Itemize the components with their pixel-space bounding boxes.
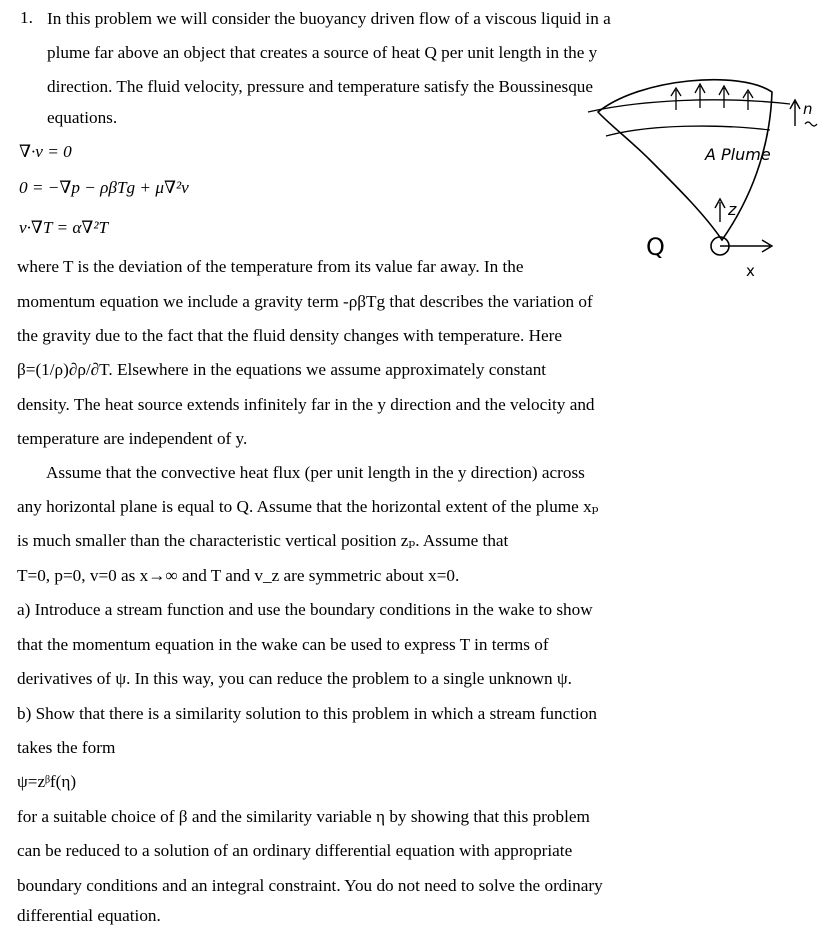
x-label: x: [746, 262, 755, 280]
equation-continuity: ∇·v = 0: [19, 142, 72, 161]
z-arrow-icon: [715, 199, 725, 222]
plume-arc-upper: [588, 100, 790, 112]
para1-line-5: density. The heat source extends infinitely far in the y direction and the velocity and: [17, 395, 595, 414]
equation-energy: v·∇T = α∇²T: [19, 218, 109, 237]
part-b-line-5: can be reduced to a solution of an ordinary differential equation with appropriate: [17, 841, 573, 860]
plume-label: A Plume: [705, 145, 771, 164]
part-b-line-1: b) Show that there is a similarity solution to this problem in which a stream function: [17, 704, 597, 723]
equation-momentum: 0 = −∇p − ρβTg + μ∇²v: [19, 178, 189, 197]
problem-number: 1.: [20, 8, 33, 27]
n-label: n: [803, 100, 813, 118]
flow-arrows: [671, 84, 753, 110]
x-arrow-icon: [720, 240, 772, 252]
para2-line-3: is much smaller than the characteristic vertical position zₚ. Assume that: [17, 531, 509, 550]
para2-line-4: T=0, p=0, v=0 as x→∞ and T and v_z are symmetric about x=0.: [17, 566, 460, 585]
para1-line-6: temperature are independent of y.: [17, 429, 248, 448]
plume-arc-lower: [606, 126, 770, 136]
intro-line-4: equations.: [47, 108, 118, 127]
intro-line-2: plume far above an object that creates a source of heat Q per unit length in the y: [47, 43, 598, 62]
part-b-line-4: for a suitable choice of β and the similarity variable η by showing that this problem: [17, 807, 590, 826]
plume-outline: [598, 80, 772, 240]
part-b-line-6: boundary conditions and an integral constraint. You do not need to solve the ordinary: [17, 876, 603, 895]
para1-line-3: the gravity due to the fact that the fluid density changes with temperature. Here: [17, 326, 563, 345]
para1-line-1: where T is the deviation of the temperature from its value far away. In the: [17, 257, 524, 276]
part-a-line-2: that the momentum equation in the wake can be used to express T in terms of: [17, 635, 549, 654]
intro-line-3: direction. The fluid velocity, pressure and temperature satisfy the Boussinesque: [47, 77, 594, 96]
part-a-line-1: a) Introduce a stream function and use the boundary conditions in the wake to show: [17, 600, 593, 619]
part-b-formula: ψ=zᵝf(η): [17, 772, 77, 791]
part-a-line-3: derivatives of ψ. In this way, you can reduce the problem to a single unknown ψ.: [17, 669, 572, 688]
part-b-line-7: differential equation.: [17, 906, 161, 925]
n-arrow-icon: [790, 100, 800, 126]
n-tilde-icon: [805, 122, 817, 126]
intro-line-1: In this problem we will consider the buoyancy driven flow of a viscous liquid in a: [47, 9, 611, 28]
para2-line-2: any horizontal plane is equal to Q. Assume that the horizontal extent of the plume xₚ: [17, 497, 599, 516]
para1-line-4: β=(1/ρ)∂ρ/∂T. Elsewhere in the equations we assume approximately constant: [17, 360, 547, 379]
para2-line-1: Assume that the convective heat flux (per unit length in the y direction) across: [46, 463, 585, 482]
heat-source-icon: [711, 237, 729, 255]
z-label: z: [728, 200, 737, 219]
para1-line-2: momentum equation we include a gravity term -ρβTg that describes the variation of: [17, 292, 593, 311]
part-b-line-2: takes the form: [17, 738, 116, 757]
source-label: Q: [646, 233, 665, 261]
